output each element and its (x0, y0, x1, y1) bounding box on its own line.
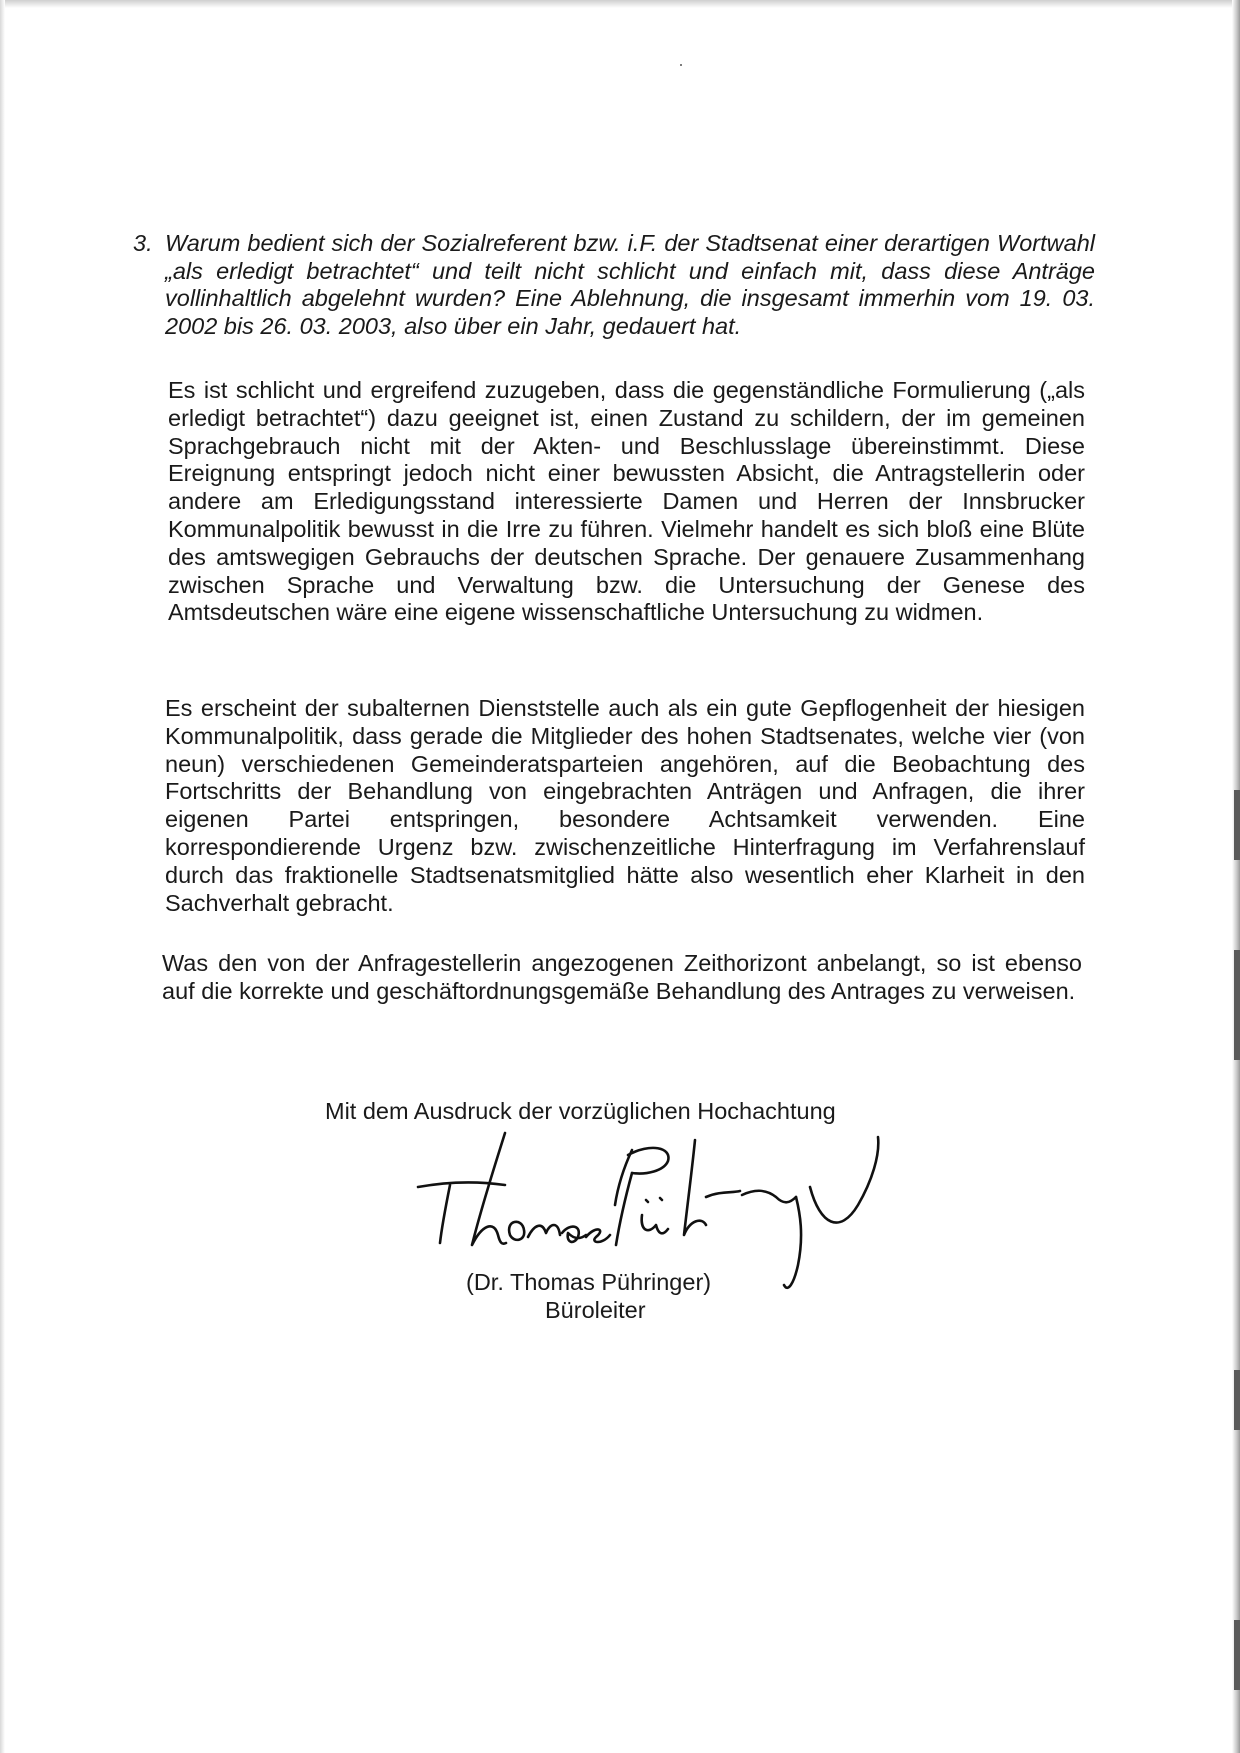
scan-shadow-mark (1234, 1620, 1240, 1690)
scan-shadow-mark (1234, 950, 1240, 1060)
answer-paragraph: Was den von der Anfragestellerin angezogenen Zeithorizont anbelangt, so ist ebenso auf die korrekte und geschäftordnungsgemäße Behandlung des Antrages zu verweisen. (162, 950, 1082, 1004)
scan-edge-top (0, 0, 1240, 8)
question-text: Warum bedient sich der Sozialreferent bzw. i.F. der Stadtsenat einer derartigen Wortwahl „als erledigt betrachtet“ und teilt nicht schlicht und einfach mit, dass diese Anträge vollinhaltlich abgelehnt wurden? Eine Ablehnung, die insgesamt immerhin vom 19. 03. 2002 bis 26. 03. 2003, also über ein Jahr, gedauert hat. (165, 230, 1095, 339)
signatory-name: (Dr. Thomas Pühringer) (466, 1269, 712, 1295)
scan-speck (680, 64, 682, 66)
signatory-title: Büroleiter (545, 1297, 646, 1323)
answer-paragraph: Es ist schlicht und ergreifend zuzugeben, dass die gegenständliche Formulierung („als erledigt betrachtet“) dazu geeignet ist, einen Zustand zu schildern, der im gemeinen Sprachgebrauch nicht mit der Akten- und Beschlusslage übereinstimmt. Diese Ereignung entspringt jedoch nicht einer bewussten Absicht, die Antragstellerin oder andere am Erledigungsstand interessierte Damen und Herren der Innsbrucker Kommunalpolitik bewusst in die Irre zu führen. Vielmehr handelt es sich bloß eine Blüte des amtswegigen Gebrauchs der deutschen Sprache. Der genauere Zusammenhang zwischen Sprache und Verwaltung bzw. die Untersuchung der Genese des Amtsdeutschen wäre eine eigene wissenschaftliche Untersuchung zu widmen. (168, 377, 1085, 626)
scan-edge-right (1232, 0, 1240, 1753)
question-number: 3. (133, 230, 153, 256)
scan-shadow-mark (1234, 790, 1240, 860)
scan-shadow-mark (1234, 1370, 1240, 1430)
closing-formula: Mit dem Ausdruck der vorzüglichen Hochachtung (325, 1098, 836, 1124)
answer-paragraph: Es erscheint der subalternen Dienststelle auch als ein gute Gepflogenheit der hiesigen Kommunalpolitik, dass gerade die Mitglieder des hohen Stadtsenates, welche vier (von neun) verschiedenen Gemeinderatsparteien angehören, auf die Beobachtung des Fortschritts der Behandlung von eingebrachten Anträgen und Anfragen, die ihrer eigenen Partei entspringen, besondere Achtsamkeit verwenden. Eine korrespondierende Urgenz bzw. zwischenzeitliche Hinterfragung im Verfahrenslauf durch das fraktionelle Stadtsenatsmitglied hätte also wesentlich eher Klarheit in den Sachverhalt gebracht. (165, 695, 1085, 916)
scan-edge-left (0, 0, 5, 1753)
